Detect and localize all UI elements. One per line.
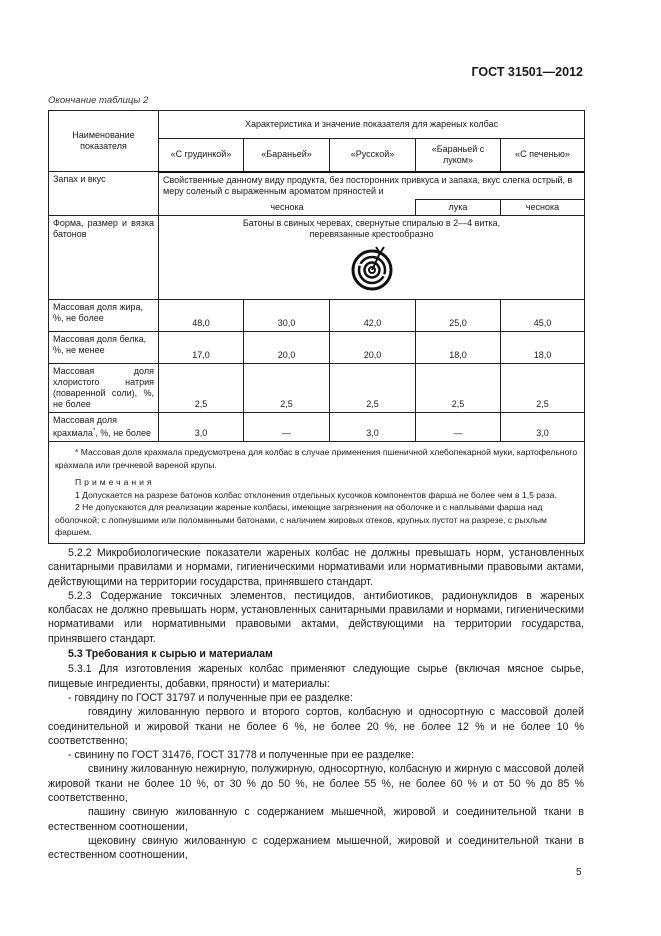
row-name: Массовая доля хлористого натрия (поваренной соли), %, не более xyxy=(49,364,159,413)
table-caption: Окончание таблицы 2 xyxy=(48,95,149,106)
cell-value: 20,0 xyxy=(244,332,330,364)
list-item-pork: - свинину по ГОСТ 31476, ГОСТ 31778 и полученные при ее разделке: xyxy=(68,749,414,762)
body-text xyxy=(48,546,584,863)
cell-value: 17,0 xyxy=(159,332,244,364)
cell-value: 30,0 xyxy=(244,300,330,332)
column-header: «Бараньей с луком» xyxy=(416,139,501,172)
row-name: Форма, размер и вязка батонов xyxy=(49,216,159,300)
note: 2 Не допускаются для реализации жареные колбасы, имеющие загрязнения на оболочке и с наплывами фарша над оболочкой; с лопнувшими или поломанными батонами, с наличием жировых отеков, крупных пустот на разрезе, с рыхлым фаршем. xyxy=(55,502,547,537)
group-header: Характеристика и значение показателя для жареных колбас xyxy=(159,111,585,139)
cell-value: 48,0 xyxy=(159,300,244,332)
cell-value: 2,5 xyxy=(501,364,585,413)
row-name: Массовая доля белка, %, не менее xyxy=(49,332,159,364)
cell-value: 20,0 xyxy=(330,332,416,364)
notes-title: Примечания xyxy=(75,477,155,487)
list-subitem: пашину свиную жилованную с содержанием мышечной, жировой и соединительной ткани в естественном соотношении, xyxy=(48,806,584,833)
column-header: «С грудинкой» xyxy=(159,139,244,172)
column-header: «Русской» xyxy=(330,139,416,172)
cell-value: — xyxy=(416,413,501,442)
document-number: ГОСТ 31501—2012 xyxy=(471,65,583,79)
list-subitem: говядину жилованную первого и второго сортов, колбасную и односортную с массовой долей соединительной и жировой ткани не более 6 %, не более 20 %, не более 12 % и не более 10 % соответственно; xyxy=(48,706,584,747)
requirements-table xyxy=(48,110,585,544)
table-notes xyxy=(49,442,585,544)
footnote: * Массовая доля крахмала предусмотрена для колбас в случае применения пшеничной хлебопекарной муки, картофельного крахмала или гречневой вареной крупы. xyxy=(55,447,578,470)
row-name: Запах и вкус xyxy=(49,172,159,216)
row-name: Массовая доля крахмала*, %, не более xyxy=(49,413,159,442)
cell-value: 2,5 xyxy=(159,364,244,413)
page-number: 5 xyxy=(576,867,582,878)
cell-value: 2,5 xyxy=(416,364,501,413)
col-name-header: Наименование показателя xyxy=(49,111,159,172)
smell-sub: чеснока xyxy=(501,200,585,216)
cell-value: 45,0 xyxy=(501,300,585,332)
cell-value: 18,0 xyxy=(501,332,585,364)
note: 1 Допускается на разрезе батонов колбас отклонения отдельных кусочков компонентов фарша не более чем в 1,5 раза. xyxy=(75,489,557,500)
paragraph-5-2-2: 5.2.2 Микробиологические показатели жареных колбас не должны превышать норм, установленных санитарными правилами и нормами, гигиеническими нормативами или нормативными правовыми актами, действующими на территории государства, принявшего стандарт. xyxy=(48,547,584,588)
list-subitem: щековину свиную жилованную с содержанием мышечной, жировой и соединительной ткани в естественном соотношении, xyxy=(48,834,584,862)
cell-value: 18,0 xyxy=(416,332,501,364)
column-header: «Бараньей» xyxy=(244,139,330,172)
cell-value: — xyxy=(244,413,330,442)
smell-sub: лука xyxy=(416,200,501,216)
row-name: Массовая доля жира, %, не более xyxy=(49,300,159,332)
column-header: «С печенью» xyxy=(501,139,585,172)
cell-value: 3,0 xyxy=(330,413,416,442)
form-text: Батоны в свиных черевах, свернутые спиралью в 2—4 витка, перевязанные крестообразно xyxy=(242,218,501,239)
cell-value: 25,0 xyxy=(416,300,501,332)
cell-value: 42,0 xyxy=(330,300,416,332)
paragraph-5-3-1: 5.3.1 Для изготовления жареных колбас применяют следующие сырье (включая мясное сырье, пищевые ингредиенты, добавки, пряности) и материалы: xyxy=(48,663,584,690)
list-item-beef: - говядину по ГОСТ 31797 и полученные при ее разделке: xyxy=(68,691,353,704)
paragraph-5-2-3: 5.2.3 Содержание токсичных элементов, пестицидов, антибиотиков, радионуклидов в жареных колбасах не должно превышать норм, установленных санитарными правилами и нормами, гигиеническими нормативами или нормативными правовыми актами, действующими на территории государства, принявшего стандарт. xyxy=(48,589,584,645)
cell-value: 3,0 xyxy=(501,413,585,442)
list-subitem: свинину жилованную нежирную, полужирную, односортную, колбасную и жирную с массовой долей жировой ткани не более 10 %, от 30 % до 50 %, не более 55 %, не более 60 % и от 50 % до 85 % соответственно, xyxy=(48,763,584,805)
cell-value: 2,5 xyxy=(244,364,330,413)
spiral-sausage-icon xyxy=(350,244,394,292)
cell-value: 3,0 xyxy=(159,413,244,442)
smell-text: Свойственные данному виду продукта, без посторонних привкуса и запаха, вкус слегка острый, в меру соленый с выраженным ароматом пряностей и xyxy=(159,172,585,200)
smell-sub: чеснока xyxy=(159,200,416,216)
cell-value: 2,5 xyxy=(330,364,416,413)
section-heading-5-3: 5.3 Требования к сырью и материалам xyxy=(68,648,273,661)
